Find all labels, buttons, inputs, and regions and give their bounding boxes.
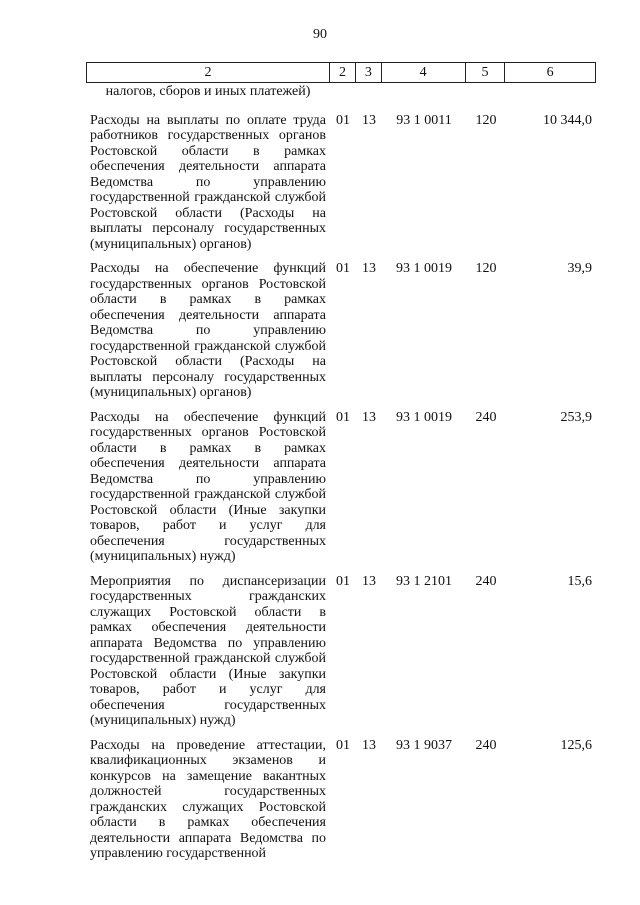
row-pr: 13 — [362, 112, 376, 128]
row-name: Мероприятия по диспансеризации государственных гражданских служащих Ростовской области в рамках обеспечения деятельности аппарата Ведомства по управлению государственной гражданской службой Ростовской области (Иные закупки товаров, работ и услуг для обеспечения государственных (муниципальных) нужд) — [90, 573, 326, 728]
row-csr: 93 1 0019 — [396, 261, 452, 276]
row-sum: 125,6 — [560, 737, 592, 753]
row-sum: 10 344,0 — [543, 112, 592, 128]
row-csr: 93 1 2101 — [396, 573, 452, 589]
header-col-rz: 2 — [330, 63, 356, 82]
header-col-sum: 6 — [546, 65, 554, 80]
row-sum: 253,9 — [560, 409, 592, 425]
table-row — [86, 261, 596, 401]
row-name: Расходы на выплаты по оплате труда работников государственных органов Ростовской области в рамках обеспечения деятельности аппарата Ведомства по управлению государственной гражданской службой Ростовской области (Расходы на выплаты персоналу государственных (муниципальных) органов) — [90, 112, 326, 252]
table-header — [86, 62, 596, 83]
row-sum: 15,6 — [567, 573, 592, 589]
row-pr: 13 — [362, 737, 376, 753]
row-rz: 01 — [336, 573, 350, 589]
row-pr: 13 — [362, 261, 376, 276]
budget-table — [86, 84, 596, 862]
row-pr: 13 — [362, 409, 376, 425]
table-row-continuation — [86, 84, 596, 100]
table-row — [86, 574, 596, 729]
row-sum: 39,9 — [567, 261, 592, 276]
header-col-vr: 5 — [466, 63, 506, 82]
row-pr: 13 — [362, 573, 376, 589]
continuation-text: налогов, сборов и иных платежей) — [105, 84, 311, 99]
header-col-csr: 4 — [382, 63, 466, 82]
row-rz: 01 — [336, 112, 350, 128]
header-col-name: 2 — [87, 63, 330, 82]
row-name: Расходы на обеспечение функций государственных органов Ростовской области в рамках в рамках обеспечения деятельности аппарата Ведомства по управлению государственной гражданской службой Ростовской области (Иные закупки товаров, работ и услуг для обеспечения государственных (муниципальных) нужд) — [90, 409, 326, 564]
table-row — [86, 113, 596, 253]
row-csr: 93 1 0019 — [396, 409, 452, 425]
row-csr: 93 1 0011 — [396, 112, 452, 128]
row-rz: 01 — [336, 261, 350, 276]
page-number: 90 — [313, 27, 327, 42]
row-vr: 120 — [475, 261, 497, 276]
table-row — [86, 738, 596, 862]
row-rz: 01 — [336, 409, 350, 425]
row-rz: 01 — [336, 737, 350, 753]
row-vr: 240 — [475, 573, 497, 589]
row-vr: 240 — [475, 737, 497, 753]
table-row — [86, 410, 596, 565]
row-csr: 93 1 9037 — [396, 737, 452, 753]
header-col-pr: 3 — [356, 63, 382, 82]
row-name: Расходы на проведение аттестации, квалификационных экзаменов и конкурсов на замещение вакантных должностей государственных гражданских служащих Ростовской области в рамках обеспечения деятельности аппарата Ведомства по управлению государственной — [90, 737, 326, 861]
row-name: Расходы на обеспечение функций государственных органов Ростовской области в рамках в рамках обеспечения деятельности аппарата Ведомства по управлению государственной гражданской службой Ростовской области (Расходы на выплаты персоналу государственных (муниципальных) органов) — [90, 261, 326, 400]
row-vr: 240 — [475, 409, 497, 425]
row-vr: 120 — [475, 112, 497, 128]
